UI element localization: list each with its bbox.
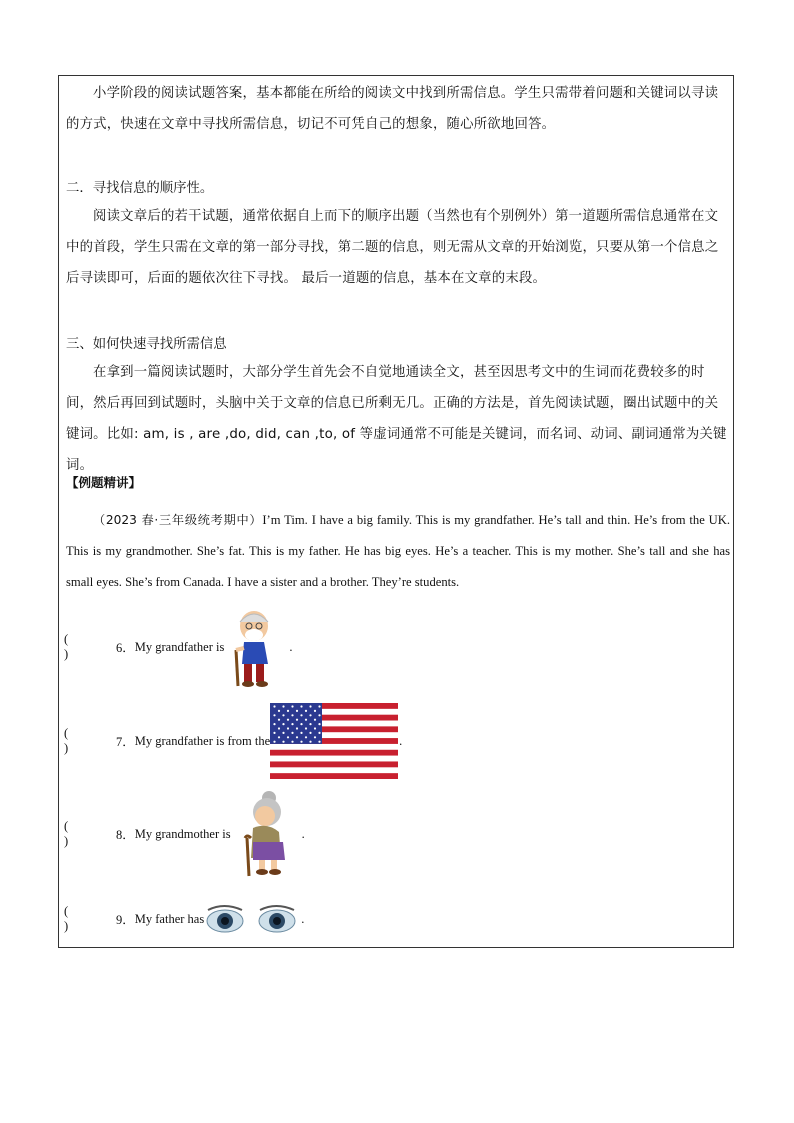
flag-star: [314, 719, 316, 721]
flag-star: [301, 732, 303, 734]
section3-block: [66, 357, 730, 481]
flag-star: [296, 710, 298, 712]
flag-star: [283, 723, 285, 725]
flag-star: [310, 714, 312, 716]
flag-star: [283, 741, 285, 743]
flag-star: [305, 727, 307, 729]
flag-star: [278, 727, 280, 729]
question-number: 8．: [116, 828, 135, 842]
section2-title: 二．寻找信息的顺序性。: [66, 181, 214, 196]
flag-star: [301, 723, 303, 725]
answer-blank[interactable]: (): [64, 726, 69, 755]
flag-star: [274, 705, 276, 707]
section2-body: 阅读文章后的若干试题，通常依据自上而下的顺序出题（当然也有个别例外）第一道题所需信息通常在文中的首段，学生只需在文章的第一部分寻找，第二题的信息，则无需从文章的开始浏览，只要从第一个信息之后寻读即可，后面的题依次往下寻找。 最后一道题的信息，基本在文章的末段。: [66, 209, 719, 286]
question-9: () 9． My father has .: [64, 899, 304, 939]
flag-star: [296, 727, 298, 729]
flag-star: [287, 719, 289, 721]
flag-star: [283, 714, 285, 716]
flag-stripe: [270, 750, 398, 756]
flag-star: [278, 719, 280, 721]
flag-star: [278, 736, 280, 738]
flag-star: [278, 710, 280, 712]
flag-star: [319, 705, 321, 707]
answer-blank[interactable]: (): [64, 819, 69, 848]
flag-star: [319, 732, 321, 734]
question-7: () 7． My grandfather is from the .: [64, 702, 402, 780]
flag-stripe: [270, 773, 398, 779]
flag-star: [310, 723, 312, 725]
question-number: 7．: [116, 735, 135, 749]
intro-paragraph: 小学阶段的阅读试题答案，基本都能在所给的阅读文中找到所需信息。学生只需带着问题和关键词以寻读的方式，快速在文章中寻找所需信息，切记不可凭自己的想象，随心所欲地回答。: [66, 86, 719, 132]
flag-star: [274, 732, 276, 734]
answer-blank[interactable]: (): [64, 632, 69, 661]
thin-old-man-with-cane-icon: [224, 604, 288, 690]
flag-star: [301, 741, 303, 743]
flag-star: [292, 714, 294, 716]
flag-stripe: [270, 761, 398, 767]
answer-blank[interactable]: (): [64, 904, 69, 933]
section3-body: 在拿到一篇阅读试题时，大部分学生首先会不自觉地通读全文，甚至因思考文中的生词而花费较多的时间，然后再回到试题时，头脑中关于文章的信息已所剩无几。正确的方法是，首先阅读试题，圈出试题中的关键词。比如: am, is , are ,do, did, can ,to, of 等虚词通常不可能是关键词，而名词、动词、副词通常为关键词。: [66, 365, 727, 473]
question-text: My grandfather is from the: [134, 733, 271, 748]
flag-star: [283, 732, 285, 734]
question-6: () 6． My grandfather is .: [64, 604, 292, 690]
flag-star: [274, 741, 276, 743]
flag-star: [292, 741, 294, 743]
flag-star: [310, 705, 312, 707]
flag-star: [319, 714, 321, 716]
question-number: 6．: [116, 641, 135, 655]
flag-star: [305, 710, 307, 712]
passage-text: I’m Tim. I have a big family. This is my grandfather. He’s tall and thin. He’s from the UK. This is my grandmother. She’s fat. This is my father. He has big eyes. He’s a teacher. This is my mother. She’s tall and she has small eyes. She’s from Canada. I have a sister and a brother. They’re students.: [66, 513, 731, 589]
section3-title: 三、如何快速寻找所需信息: [66, 337, 227, 352]
question-text: My grandmother is: [134, 826, 231, 841]
flag-star: [287, 710, 289, 712]
question-8: () 8． My grandmother is .: [64, 788, 305, 880]
flag-star: [314, 710, 316, 712]
question-text: My grandfather is: [134, 639, 225, 654]
reading-passage: [66, 505, 730, 598]
question-number: 9．: [116, 913, 135, 927]
flag-star: [314, 736, 316, 738]
flag-star: [292, 723, 294, 725]
flag-stripe: [270, 767, 398, 773]
flag-star: [301, 705, 303, 707]
example-heading: 【例题精讲】: [66, 475, 142, 490]
flag-star: [310, 741, 312, 743]
flag-stripe: [270, 756, 398, 762]
flag-star: [287, 736, 289, 738]
flag-star: [274, 714, 276, 716]
pair-of-eyes-icon: [204, 900, 300, 938]
usa-flag-icon: [270, 703, 398, 779]
flag-star: [301, 714, 303, 716]
question-text: My father has: [134, 911, 205, 926]
flag-star: [296, 719, 298, 721]
intro-block: [66, 78, 730, 140]
old-woman-with-cane-icon: [231, 788, 301, 880]
section2-block: [66, 201, 730, 294]
flag-star: [305, 719, 307, 721]
flag-star: [283, 705, 285, 707]
passage-source: （2023 春·三年级统考期中）: [93, 513, 263, 527]
flag-star: [292, 732, 294, 734]
flag-star: [319, 723, 321, 725]
flag-star: [319, 741, 321, 743]
flag-stripe: [270, 744, 398, 750]
flag-star: [274, 723, 276, 725]
flag-star: [310, 732, 312, 734]
flag-star: [314, 727, 316, 729]
flag-star: [296, 736, 298, 738]
flag-star: [287, 727, 289, 729]
flag-star: [305, 736, 307, 738]
passage-paragraph: [66, 505, 730, 598]
flag-star: [292, 705, 294, 707]
